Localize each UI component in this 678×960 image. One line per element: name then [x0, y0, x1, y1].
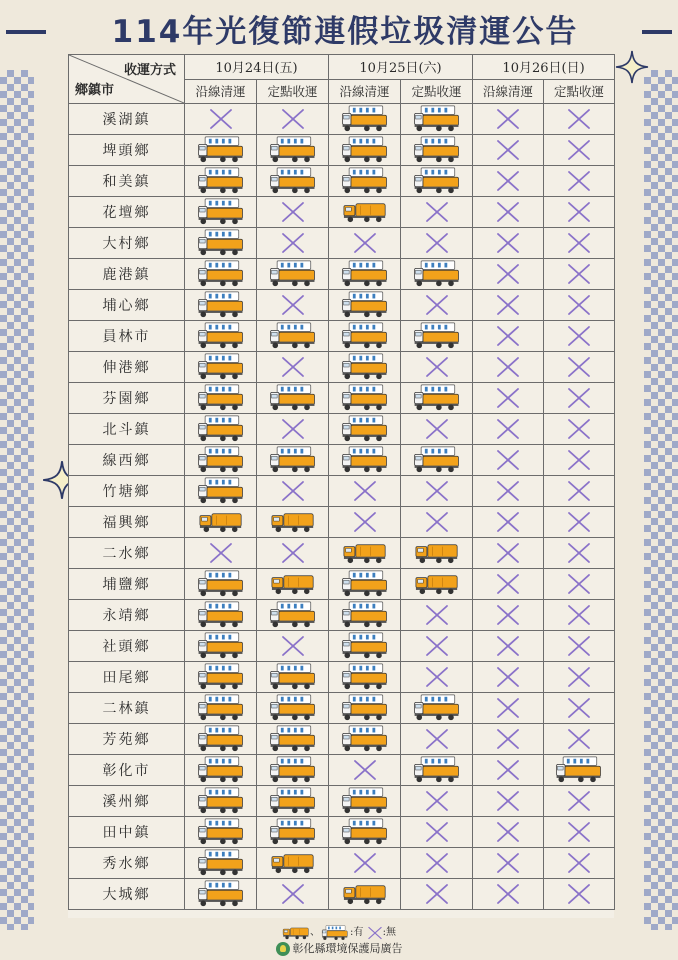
cross-icon: [473, 104, 544, 135]
cross-icon: [473, 476, 544, 507]
garbage-truck-icon: [282, 927, 310, 938]
cross-icon: [544, 476, 615, 507]
schedule-body: [69, 104, 615, 910]
table-row: [69, 848, 615, 879]
cross-icon: [544, 879, 615, 910]
compactor-truck-icon: [401, 445, 473, 476]
cross-icon: [401, 848, 473, 879]
cross-icon: [473, 197, 544, 228]
town-name: 社頭鄉: [69, 631, 185, 662]
compactor-truck-icon: [329, 290, 401, 321]
cross-icon: [544, 104, 615, 135]
compactor-truck-icon: [185, 724, 257, 755]
table-row: [69, 600, 615, 631]
table-row: [69, 290, 615, 321]
cross-icon: [473, 848, 544, 879]
table-row: [69, 631, 615, 662]
compactor-truck-icon: [401, 166, 473, 197]
table-row: [69, 817, 615, 848]
cross-icon: [473, 414, 544, 445]
town-name: 二水鄉: [69, 538, 185, 569]
cross-icon: [473, 135, 544, 166]
town-name: 二林鎮: [69, 693, 185, 724]
compactor-truck-icon: [329, 693, 401, 724]
schedule-table: [68, 54, 614, 918]
title-rule-left: [6, 30, 46, 34]
corner-label-town: 鄉鎮市: [75, 83, 115, 98]
compactor-truck-icon: [257, 693, 329, 724]
cross-icon: [473, 507, 544, 538]
cross-icon: [401, 879, 473, 910]
compactor-truck-icon: [185, 569, 257, 600]
compactor-truck-icon: [329, 321, 401, 352]
cross-icon: [185, 538, 257, 569]
cross-icon: [257, 290, 329, 321]
table-row: [69, 538, 615, 569]
cross-icon: [544, 414, 615, 445]
cross-icon: [473, 755, 544, 786]
table-row: [69, 755, 615, 786]
table-row: [69, 662, 615, 693]
cross-icon: [401, 631, 473, 662]
compactor-truck-icon: [185, 135, 257, 166]
compactor-truck-icon: [544, 755, 615, 786]
date-header: 10月25日(六): [329, 55, 473, 80]
compactor-truck-icon: [329, 414, 401, 445]
compactor-truck-icon: [257, 817, 329, 848]
compactor-truck-icon: [329, 786, 401, 817]
town-name: 田中鎮: [69, 817, 185, 848]
compactor-truck-icon: [257, 724, 329, 755]
town-name: 福興鄉: [69, 507, 185, 538]
table-row: [69, 414, 615, 445]
compactor-truck-icon: [185, 352, 257, 383]
legend-has-label: :有: [350, 927, 364, 938]
garbage-truck-icon: [329, 197, 401, 228]
compactor-truck-icon: [257, 600, 329, 631]
cross-icon: [473, 879, 544, 910]
compactor-truck-icon: [185, 786, 257, 817]
town-name: 大村鄉: [69, 228, 185, 259]
cross-icon: [329, 228, 401, 259]
table-row: [69, 724, 615, 755]
town-name: 田尾鄉: [69, 662, 185, 693]
town-name: 埤頭鄉: [69, 135, 185, 166]
cross-icon: [473, 538, 544, 569]
compactor-truck-icon: [329, 383, 401, 414]
town-name: 埔心鄉: [69, 290, 185, 321]
compactor-truck-icon: [329, 569, 401, 600]
cross-icon: [473, 228, 544, 259]
cross-icon: [544, 662, 615, 693]
cross-icon: [473, 662, 544, 693]
table-row: [69, 476, 615, 507]
cross-icon: [544, 228, 615, 259]
garbage-truck-icon: [257, 569, 329, 600]
compactor-truck-icon: [329, 352, 401, 383]
town-name: 溪州鄉: [69, 786, 185, 817]
compactor-truck-icon: [329, 104, 401, 135]
cross-icon: [544, 786, 615, 817]
legend-none-label: :無: [382, 927, 396, 938]
cross-icon: [544, 817, 615, 848]
cross-icon: [544, 631, 615, 662]
town-name: 和美鎮: [69, 166, 185, 197]
legend-separator: 、: [310, 927, 321, 938]
table-row: [69, 228, 615, 259]
compactor-truck-icon: [329, 259, 401, 290]
compactor-truck-icon: [185, 445, 257, 476]
cross-icon: [473, 817, 544, 848]
compactor-truck-icon: [185, 383, 257, 414]
compactor-truck-icon: [401, 104, 473, 135]
table-row: [69, 383, 615, 414]
compactor-truck-icon: [329, 600, 401, 631]
compactor-truck-icon: [185, 817, 257, 848]
compactor-truck-icon: [185, 290, 257, 321]
compactor-truck-icon: [401, 259, 473, 290]
cross-icon: [473, 600, 544, 631]
table-row: [69, 197, 615, 228]
cross-icon: [329, 476, 401, 507]
mode-header: 沿線清運: [185, 79, 257, 104]
cross-icon: [257, 538, 329, 569]
cross-icon: [473, 321, 544, 352]
cross-icon: [473, 290, 544, 321]
cross-icon: [257, 414, 329, 445]
table-row: [69, 569, 615, 600]
compactor-truck-icon: [185, 631, 257, 662]
compactor-truck-icon: [185, 197, 257, 228]
compactor-truck-icon: [401, 383, 473, 414]
cross-icon: [544, 445, 615, 476]
cross-icon: [544, 724, 615, 755]
town-name: 溪湖鎮: [69, 104, 185, 135]
cross-icon: [257, 352, 329, 383]
cross-icon: [401, 817, 473, 848]
cross-icon: [544, 507, 615, 538]
corner-label-method: 收運方式: [123, 63, 176, 78]
cross-icon: [473, 445, 544, 476]
compactor-truck-icon: [185, 476, 257, 507]
cross-icon: [544, 848, 615, 879]
garbage-truck-icon: [257, 507, 329, 538]
compactor-truck-icon: [185, 600, 257, 631]
cross-icon: [257, 197, 329, 228]
cross-icon: [401, 600, 473, 631]
compactor-truck-icon: [329, 631, 401, 662]
compactor-truck-icon: [320, 927, 350, 938]
cross-icon: [473, 166, 544, 197]
cross-icon: [544, 600, 615, 631]
cross-icon: [257, 631, 329, 662]
table-row: [69, 104, 615, 135]
mode-header: 定點收運: [257, 79, 329, 104]
cross-icon: [367, 927, 383, 938]
garbage-truck-icon: [329, 538, 401, 569]
mode-header: 定點收運: [401, 79, 473, 104]
cross-icon: [473, 631, 544, 662]
cross-icon: [544, 259, 615, 290]
cross-icon: [185, 104, 257, 135]
compactor-truck-icon: [185, 848, 257, 879]
cross-icon: [544, 290, 615, 321]
table-row: [69, 135, 615, 166]
cross-icon: [473, 724, 544, 755]
town-name: 線西鄉: [69, 445, 185, 476]
compactor-truck-icon: [185, 414, 257, 445]
compactor-truck-icon: [257, 135, 329, 166]
cross-icon: [473, 786, 544, 817]
cross-icon: [401, 662, 473, 693]
compactor-truck-icon: [329, 166, 401, 197]
cross-icon: [544, 693, 615, 724]
legend: [0, 923, 678, 941]
cross-icon: [257, 104, 329, 135]
cross-icon: [473, 259, 544, 290]
compactor-truck-icon: [401, 135, 473, 166]
cross-icon: [544, 352, 615, 383]
garbage-truck-icon: [329, 879, 401, 910]
garbage-truck-icon: [401, 569, 473, 600]
compactor-truck-icon: [185, 662, 257, 693]
cross-icon: [329, 848, 401, 879]
town-name: 芬園鄉: [69, 383, 185, 414]
cross-icon: [401, 786, 473, 817]
compactor-truck-icon: [257, 662, 329, 693]
town-name: 彰化市: [69, 755, 185, 786]
mode-header: 沿線清運: [473, 79, 544, 104]
cross-icon: [257, 228, 329, 259]
table-row: [69, 352, 615, 383]
compactor-truck-icon: [185, 321, 257, 352]
compactor-truck-icon: [257, 166, 329, 197]
cross-icon: [401, 724, 473, 755]
garbage-truck-icon: [257, 848, 329, 879]
cross-icon: [401, 228, 473, 259]
cross-icon: [473, 352, 544, 383]
mode-header: 沿線清運: [329, 79, 401, 104]
compactor-truck-icon: [257, 445, 329, 476]
cross-icon: [257, 476, 329, 507]
cross-icon: [401, 290, 473, 321]
table-row: [69, 507, 615, 538]
compactor-truck-icon: [185, 166, 257, 197]
town-name: 花壇鄉: [69, 197, 185, 228]
compactor-truck-icon: [401, 693, 473, 724]
cross-icon: [544, 538, 615, 569]
cross-icon: [473, 693, 544, 724]
checker-border-left: [0, 70, 34, 930]
compactor-truck-icon: [401, 755, 473, 786]
compactor-truck-icon: [257, 383, 329, 414]
cross-icon: [473, 383, 544, 414]
compactor-truck-icon: [329, 445, 401, 476]
compactor-truck-icon: [257, 786, 329, 817]
compactor-truck-icon: [329, 724, 401, 755]
town-name: 芳苑鄉: [69, 724, 185, 755]
checker-border-right: [644, 70, 678, 930]
cross-icon: [544, 569, 615, 600]
cross-icon: [329, 507, 401, 538]
cross-icon: [544, 383, 615, 414]
town-name: 鹿港鎮: [69, 259, 185, 290]
footer-credit: [0, 940, 678, 956]
cross-icon: [544, 166, 615, 197]
cross-icon: [401, 507, 473, 538]
page-title: 114年光復節連假垃圾清運公告: [111, 14, 579, 50]
sparkle-star-icon: [615, 50, 649, 84]
town-name: 永靖鄉: [69, 600, 185, 631]
compactor-truck-icon: [185, 693, 257, 724]
town-name: 竹塘鄉: [69, 476, 185, 507]
town-name: 伸港鄉: [69, 352, 185, 383]
town-name: 北斗鎮: [69, 414, 185, 445]
table-corner-header: [69, 55, 185, 104]
compactor-truck-icon: [185, 879, 257, 910]
credit-text: 彰化縣環境保護局廣告: [292, 942, 403, 955]
cross-icon: [329, 755, 401, 786]
cross-icon: [473, 569, 544, 600]
garbage-truck-icon: [185, 507, 257, 538]
table-row: [69, 786, 615, 817]
cross-icon: [544, 321, 615, 352]
compactor-truck-icon: [185, 755, 257, 786]
compactor-truck-icon: [329, 135, 401, 166]
cross-icon: [401, 476, 473, 507]
compactor-truck-icon: [185, 228, 257, 259]
compactor-truck-icon: [329, 662, 401, 693]
table-row: [69, 879, 615, 910]
table-row: [69, 693, 615, 724]
mode-header: 定點收運: [544, 79, 615, 104]
table-row: [69, 321, 615, 352]
cross-icon: [401, 352, 473, 383]
cross-icon: [401, 197, 473, 228]
garbage-truck-icon: [401, 538, 473, 569]
cross-icon: [401, 414, 473, 445]
cross-icon: [544, 197, 615, 228]
cross-icon: [544, 135, 615, 166]
compactor-truck-icon: [401, 321, 473, 352]
date-header: 10月26日(日): [473, 55, 615, 80]
compactor-truck-icon: [257, 321, 329, 352]
town-name: 大城鄉: [69, 879, 185, 910]
date-header: 10月24日(五): [185, 55, 329, 80]
epb-logo-icon: [276, 942, 290, 956]
table-row: [69, 166, 615, 197]
town-name: 秀水鄉: [69, 848, 185, 879]
compactor-truck-icon: [329, 817, 401, 848]
title-rule-right: [642, 30, 672, 34]
town-name: 埔鹽鄉: [69, 569, 185, 600]
compactor-truck-icon: [257, 259, 329, 290]
table-row: [69, 445, 615, 476]
compactor-truck-icon: [185, 259, 257, 290]
table-row: [69, 259, 615, 290]
town-name: 員林市: [69, 321, 185, 352]
cross-icon: [257, 879, 329, 910]
compactor-truck-icon: [257, 755, 329, 786]
